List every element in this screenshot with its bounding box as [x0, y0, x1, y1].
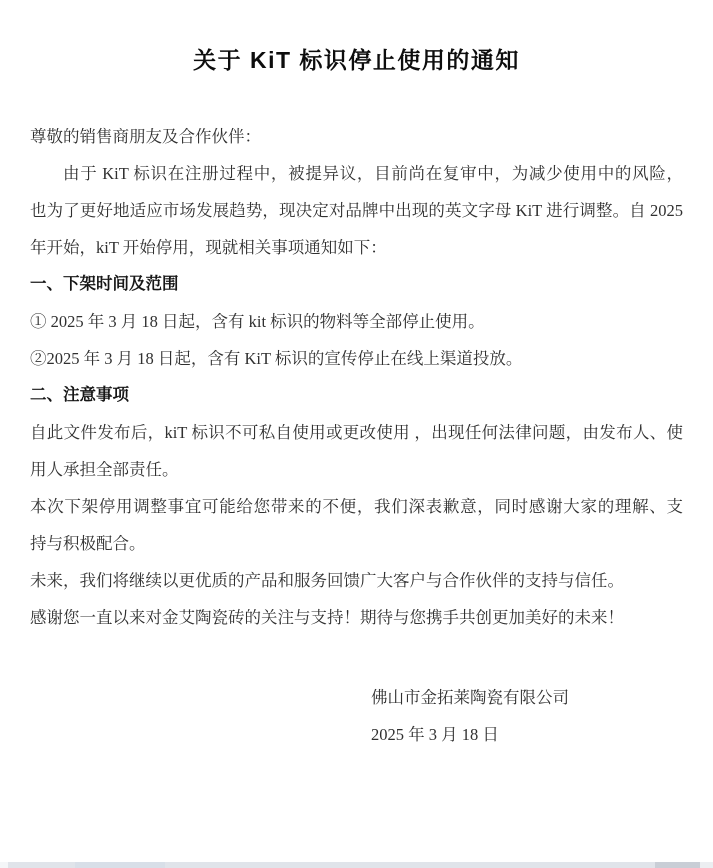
intro-line-2: 也为了更好地适应市场发展趋势，现决定对品牌中出现的英文字母 KiT 进行调整。自 2025	[30, 201, 683, 220]
taskbar-edge-right-cap	[700, 862, 713, 868]
section-2-para-1-line-2: 用人承担全部责任。	[30, 460, 179, 479]
section-2-para-1-line-1: 自此文件发布后，kiT 标识不可私自使用或更改使用 ，出现任何法律问题，由发布人、使	[30, 423, 683, 442]
intro-line-3: 年开始，kiT 开始停用，现就相关事项通知如下：	[30, 238, 387, 257]
section-2-para-2-line-2: 持与积极配合。	[30, 534, 146, 553]
taskbar-top-edge	[0, 862, 713, 868]
taskbar-edge-left-cap	[0, 862, 8, 868]
section-2-para-4: 感谢您一直以来对金艾陶瓷砖的关注与支持！期待与您携手共创更加美好的未来！	[30, 608, 624, 627]
signature-company: 佛山市金拓莱陶瓷有限公司	[371, 688, 569, 707]
section-2-para-2-line-1: 本次下架停用调整事宜可能给您带来的不便，我们深表歉意，同时感谢大家的理解、支	[30, 497, 683, 516]
section-2-heading: 二、注意事项	[30, 386, 129, 404]
signature-block	[371, 679, 683, 753]
document-body	[30, 118, 683, 753]
salutation-line: 尊敬的销售商朋友及合作伙伴：	[30, 127, 261, 146]
section-1-item-1: ① 2025 年 3 月 18 日起，含有 kit 标识的物料等全部停止使用。	[30, 312, 485, 331]
document-title: 关于 KiT 标识停止使用的通知	[193, 47, 520, 73]
intro-line-1: 由于 KiT 标识在注册过程中，被提异议，目前尚在复审中，为减少使用中的风险，	[63, 164, 683, 183]
taskbar-edge-smudge	[655, 862, 700, 868]
signature-date: 2025 年 3 月 18 日	[371, 725, 499, 744]
section-1-heading: 一、下架时间及范围	[30, 275, 179, 293]
taskbar-edge-blue-tint	[75, 862, 165, 868]
section-1-item-2: ②2025 年 3 月 18 日起，含有 KiT 标识的宣传停止在线上渠道投放。	[30, 349, 523, 368]
section-2-para-3: 未来，我们将继续以更优质的产品和服务回馈广大客户与合作伙伴的支持与信任。	[30, 571, 624, 590]
